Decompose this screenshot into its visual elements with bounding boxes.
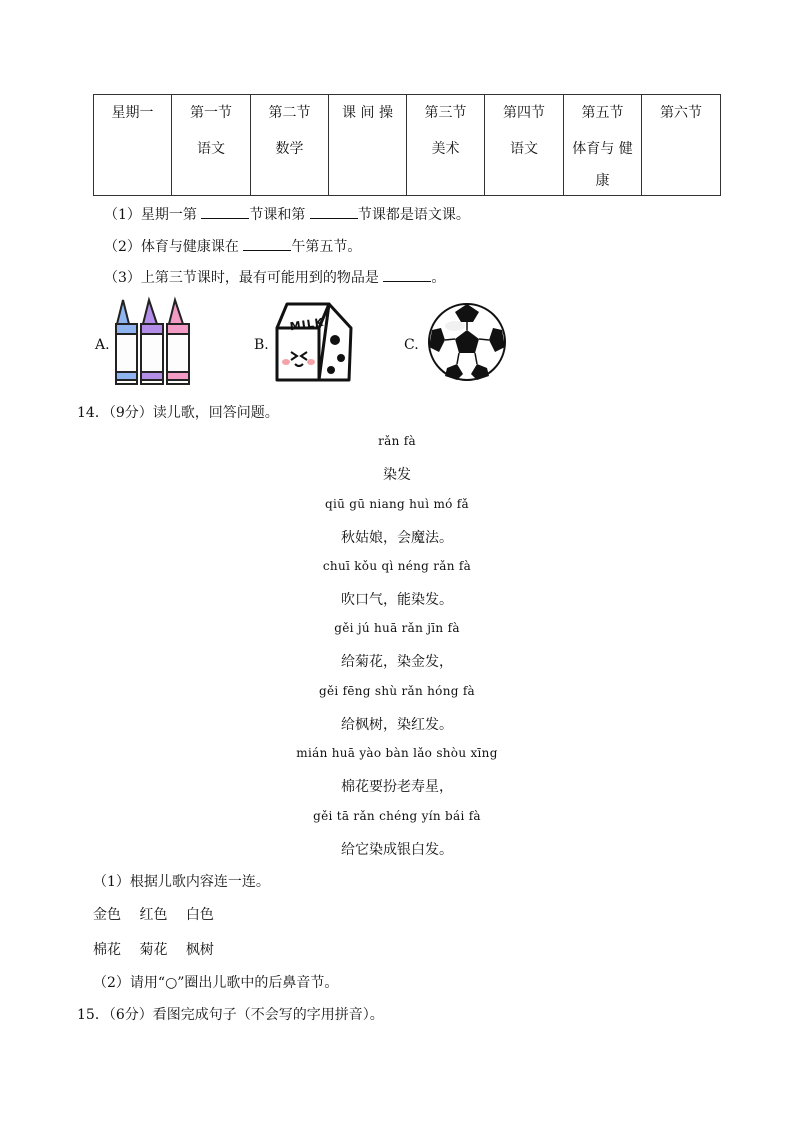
period-4-cell: 第四节 语文	[485, 95, 564, 196]
break-exercise-cell: 课 间 操	[329, 95, 407, 196]
poem-line-1-pinyin: qiū gū niang huì mó fǎ	[325, 497, 469, 511]
answer-blank-3[interactable]	[243, 236, 291, 251]
period-2-cell: 第二节 数学	[251, 95, 329, 196]
answer-blank-1[interactable]	[201, 204, 249, 219]
crayons-icon	[113, 294, 193, 390]
poem-line-4: 给枫树，染红发。	[341, 717, 453, 733]
plant-chrysanthemum[interactable]: 菊花	[139, 942, 168, 958]
q14-sub2: （2）请用“○”圈出儿歌中的后鼻音节。	[93, 975, 339, 991]
q14-heading: 14．（9分）读儿歌，回答问题。	[77, 405, 279, 421]
period-1-cell: 第一节 语文	[172, 95, 251, 196]
option-c-label[interactable]: C.	[404, 337, 419, 353]
color-white[interactable]: 白色	[185, 907, 214, 923]
poem-line-6: 给它染成银白发。	[341, 842, 453, 858]
poem-line-2: 吹口气，能染发。	[341, 592, 453, 608]
poem-line-3-pinyin: gěi jú huā rǎn jīn fà	[334, 621, 460, 635]
poem-line-4-pinyin: gěi fēng shù rǎn hóng fà	[318, 684, 476, 698]
poem-line-6-pinyin: gěi tā rǎn chéng yín bái fà	[313, 809, 481, 823]
milk-text: MILK	[288, 315, 326, 334]
option-b-label[interactable]: B.	[254, 337, 269, 353]
soccer-ball-icon	[427, 302, 507, 386]
period-3-cell: 第三节 美术	[407, 95, 485, 196]
q13-part1: （1）星期一第 节课和第 节课都是语文课。	[104, 204, 470, 224]
poem-title: 染发	[383, 467, 411, 483]
poem-line-5: 棉花要扮老寿星，	[341, 779, 453, 795]
plants-row	[93, 939, 214, 959]
plant-maple[interactable]: 枫树	[185, 942, 214, 958]
colors-row	[93, 904, 214, 924]
plant-cotton[interactable]: 棉花	[93, 942, 121, 958]
option-a-label[interactable]: A.	[95, 337, 110, 353]
poem-line-5-pinyin: mián huā yào bàn lǎo shòu xīng	[296, 746, 498, 760]
q13-part2: （2）体育与健康课在 午第五节。	[104, 236, 361, 256]
poem-title-pinyin: rǎn fà	[378, 434, 416, 448]
answer-blank-4[interactable]	[383, 267, 431, 282]
color-red[interactable]: 红色	[139, 907, 168, 923]
q15-heading: 15．（6分）看图完成句子（不会写的字用拼音）。	[77, 1007, 384, 1023]
poem-line-2-pinyin: chuī kǒu qì néng rǎn fà	[322, 559, 472, 573]
poem-line-3: 给菊花，染金发，	[341, 654, 453, 670]
day-cell: 星期一	[94, 95, 172, 196]
poem-line-1: 秋姑娘，会魔法。	[341, 530, 453, 546]
period-5-cell: 第五节 体育与 健 康	[564, 95, 642, 196]
schedule-table	[93, 94, 721, 196]
color-gold[interactable]: 金色	[93, 907, 121, 923]
period-6-cell: 第六节	[642, 95, 721, 196]
milk-carton-icon	[273, 298, 355, 388]
answer-blank-2[interactable]	[310, 204, 358, 219]
q13-part3: （3）上第三节课时，最有可能用到的物品是 。	[104, 267, 445, 287]
q14-sub1: （1）根据儿歌内容连一连。	[93, 874, 270, 890]
